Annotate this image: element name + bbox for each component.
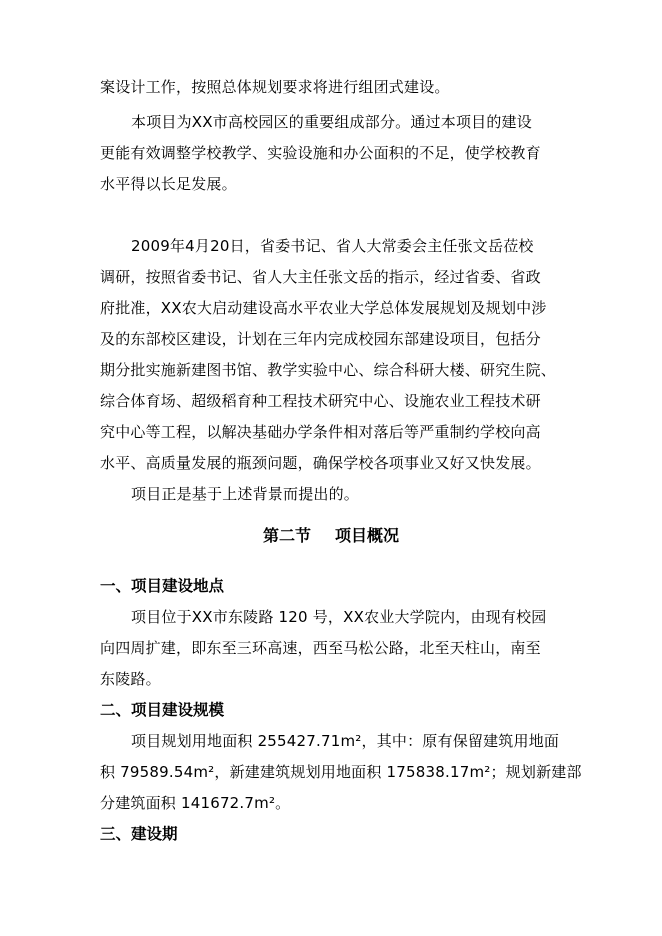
paragraph-3-line-7: 究中心等工程，以解决基础办学条件相对落后等严重制约学校向高 — [100, 423, 541, 441]
paragraph-6-line-1: 项目规划用地面积 255427.71m²，其中：原有保留建筑用地面 — [131, 732, 560, 750]
paragraph-5-line-1: 项目位于XX市东陵路 120 号，XX农业大学院内，由现有校园 — [131, 608, 547, 626]
paragraph-3-line-8: 水平、高质量发展的瓶颈问题，确保学校各项事业又好又快发展。 — [100, 454, 541, 472]
paragraph-6-line-3: 分建筑面积 141672.7m²。 — [100, 794, 291, 812]
heading-project-scale: 二、项目建设规模 — [100, 701, 225, 719]
paragraph-3-line-4: 及的东部校区建设，计划在三年内完成校园东部建设项目，包括分 — [100, 330, 541, 348]
paragraph-2-line-2: 更能有效调整学校教学、实验设施和办公面积的不足，使学校教育 — [100, 144, 541, 162]
paragraph-3-line-3: 府批准，XX农大启动建设高水平农业大学总体发展规划及规划中涉 — [100, 299, 547, 317]
section-heading — [0, 525, 662, 547]
paragraph-3-line-6: 综合体育场、超级稻育种工程技术研究中心、设施农业工程技术研 — [100, 392, 541, 410]
heading-construction-period: 三、建设期 — [100, 825, 178, 843]
paragraph-3-line-1: 2009年4月20日，省委书记、省人大常委会主任张文岳莅校 — [131, 237, 534, 255]
section-title: 项目概况 — [335, 526, 400, 545]
paragraph-1-line-1: 案设计工作，按照总体规划要求将进行组团式建设。 — [100, 78, 450, 96]
paragraph-2-line-1: 本项目为XX市高校园区的重要组成部分。通过本项目的建设 — [131, 113, 532, 131]
paragraph-6-line-2: 积 79589.54m²，新建建筑规划用地面积 175838.17m²；规划新建部 — [100, 763, 582, 781]
paragraph-5-line-3: 东陵路。 — [100, 670, 161, 688]
paragraph-2-line-3: 水平得以长足发展。 — [100, 175, 237, 193]
heading-project-location: 一、项目建设地点 — [100, 577, 225, 595]
paragraph-4-line-1: 项目正是基于上述背景而提出的。 — [131, 485, 360, 503]
section-number: 第二节 — [262, 526, 311, 545]
paragraph-3-line-2: 调研，按照省委书记、省人大主任张文岳的指示，经过省委、省政 — [100, 268, 541, 286]
paragraph-5-line-2: 向四周扩建，即东至三环高速，西至马松公路，北至天柱山，南至 — [100, 639, 541, 657]
paragraph-3-line-5: 期分批实施新建图书馆、教学实验中心、综合科研大楼、研究生院、 — [100, 361, 557, 379]
